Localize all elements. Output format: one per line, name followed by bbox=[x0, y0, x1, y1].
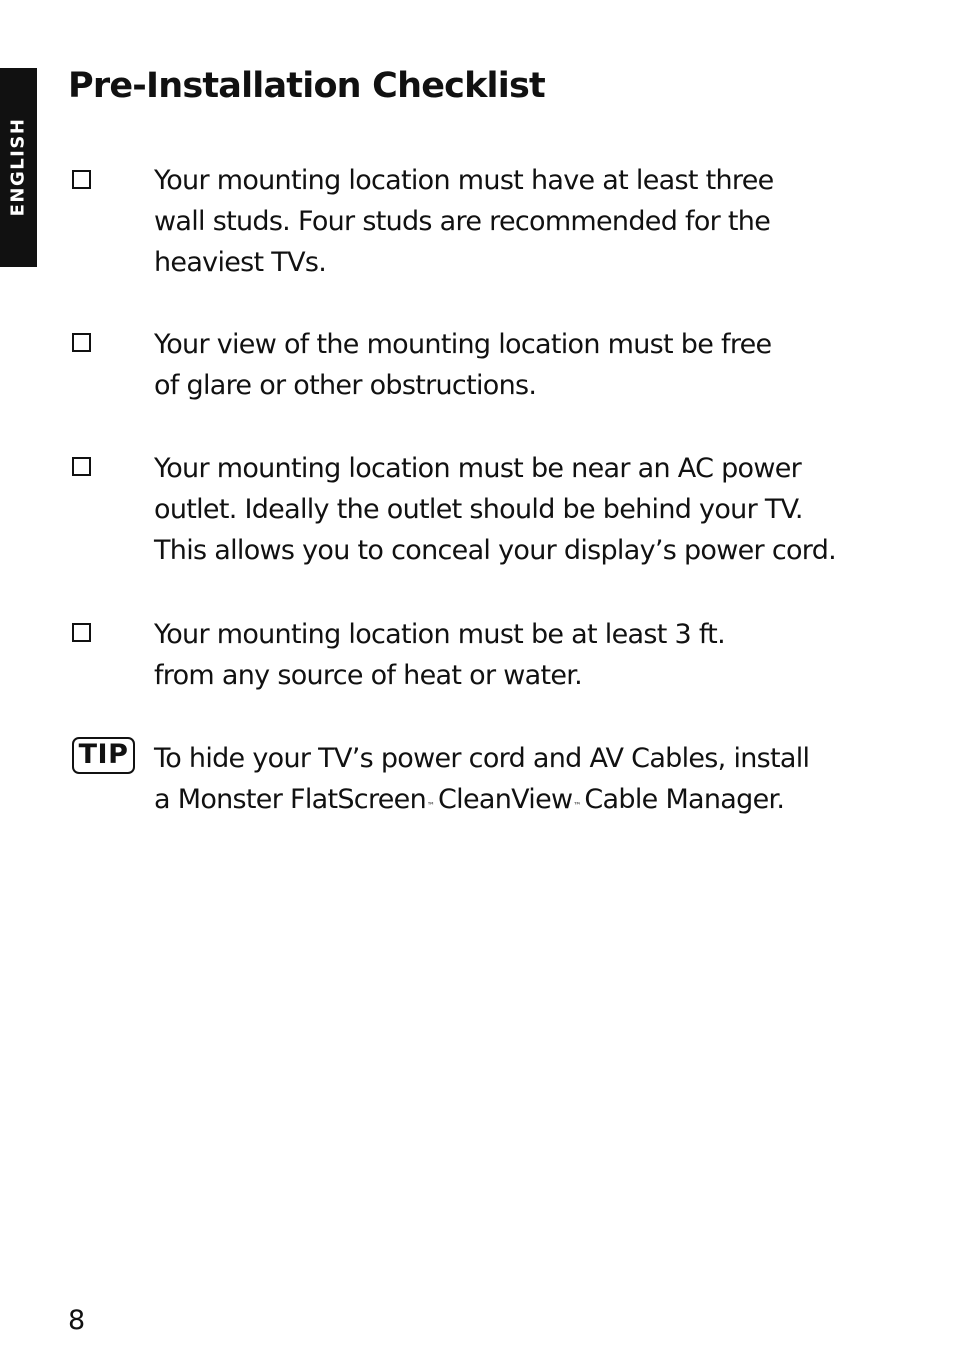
tip-product-name-3: Cable Manager. bbox=[584, 784, 785, 815]
checklist-item-3 bbox=[154, 448, 914, 571]
checkbox-item-3 bbox=[72, 457, 91, 476]
tip-product-name: a Monster FlatScreen bbox=[154, 784, 426, 815]
page-number: 8 bbox=[68, 1305, 86, 1336]
checklist-item-1 bbox=[154, 160, 914, 283]
checklist-item-line: from any source of heat or water. bbox=[154, 660, 583, 691]
checklist-item-line: outlet. Ideally the outlet should be behind your TV. bbox=[154, 494, 803, 525]
checklist-item-line: heaviest TVs. bbox=[154, 247, 327, 278]
trademark-symbol: ™ bbox=[427, 801, 435, 810]
checkbox-item-2 bbox=[72, 333, 91, 352]
tip-line-2 bbox=[154, 779, 914, 826]
checklist-item-2 bbox=[154, 324, 914, 406]
trademark-symbol: ™ bbox=[573, 801, 582, 810]
checklist-item-line: wall studs. Four studs are recommended for the bbox=[154, 206, 771, 237]
checklist-item-line: Your mounting location must be at least 3 ft. bbox=[154, 619, 725, 650]
page-title: Pre-Installation Checklist bbox=[68, 66, 545, 106]
tip-text bbox=[154, 738, 914, 826]
checkbox-item-4 bbox=[72, 623, 91, 642]
language-tab-label: ENGLISH bbox=[7, 117, 29, 217]
tip-badge: TIP bbox=[72, 737, 135, 774]
checklist-item-line: Your view of the mounting location must be free bbox=[154, 329, 772, 360]
checkbox-item-1 bbox=[72, 170, 91, 189]
checklist-item-line: Your mounting location must have at least three bbox=[154, 165, 774, 196]
tip-line-1: To hide your TV’s power cord and AV Cables, install bbox=[154, 743, 810, 774]
checklist-item-4 bbox=[154, 614, 914, 696]
tip-product-name-2: CleanView bbox=[438, 784, 573, 815]
checklist-item-line: This allows you to conceal your display’s power cord. bbox=[154, 535, 837, 566]
checklist-item-line: of glare or other obstructions. bbox=[154, 370, 537, 401]
checklist-item-line: Your mounting location must be near an AC power bbox=[154, 453, 802, 484]
